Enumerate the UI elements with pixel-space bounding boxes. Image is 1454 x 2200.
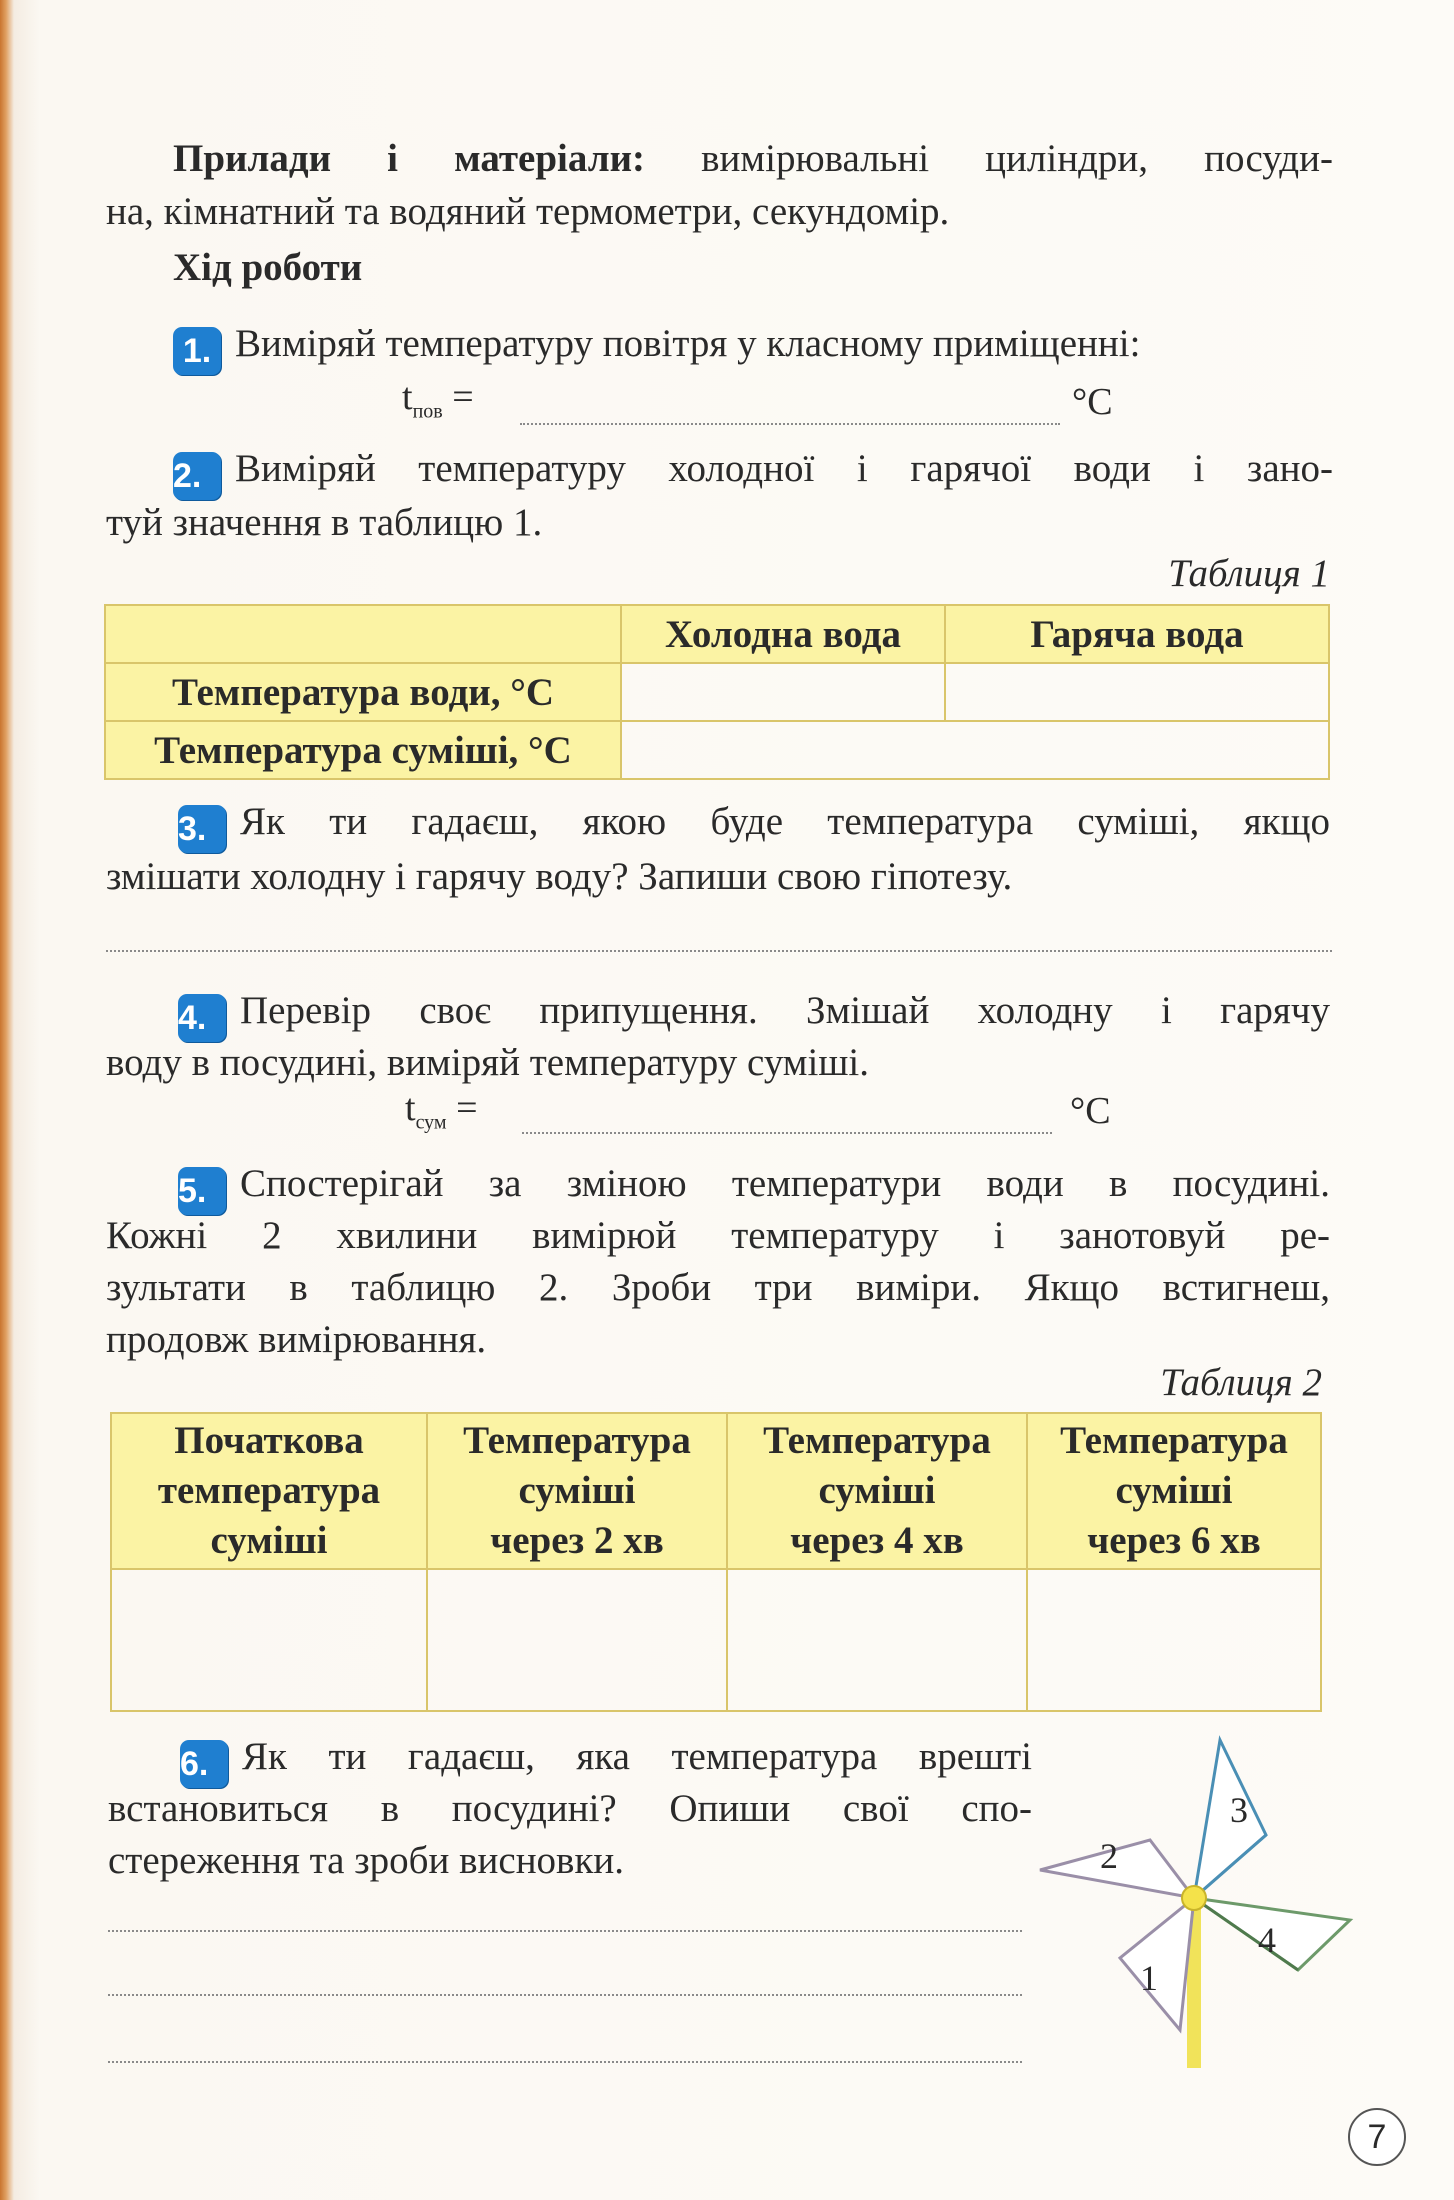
step-4-text-1: Перевір своє припущення. Змішай холодну і гарячу <box>240 989 1330 1032</box>
table-2-header-2min-3: через 2 хв <box>490 1519 664 1562</box>
step-4-badge: 4. <box>178 994 226 1042</box>
formula-mix-temp <box>405 1086 478 1135</box>
step-6-line-3: стереження та зроби висновки. <box>108 1839 625 1882</box>
step-4-line-1 <box>178 985 1330 1042</box>
table-2-header-6min-2: суміші <box>1115 1469 1233 1512</box>
table-1-row-mixture: Температура суміші, °С <box>105 721 621 779</box>
procedure-title: Хід роботи <box>173 246 363 289</box>
step-6-badge: 6. <box>180 1740 228 1788</box>
table-1-row-water: Температура води, °С <box>105 663 621 721</box>
table-2-header-6min-1: Температура <box>1060 1419 1288 1462</box>
formula-mix-unit: °С <box>1070 1090 1111 1132</box>
step-2-line-2: туй значення в таблицю 1. <box>106 501 543 544</box>
table-2-header-initial-1: Початкова <box>174 1419 364 1462</box>
step-2-line-1 <box>173 443 1333 500</box>
table-2-header-initial <box>111 1413 427 1569</box>
step-4-line-2: воду в посудині, виміряй температуру суміші. <box>106 1041 869 1084</box>
table-2-header-4min-3: через 4 хв <box>790 1519 964 1562</box>
table-1-cell-hot-water[interactable] <box>945 663 1329 721</box>
materials-text: вимірювальні циліндри, посуди- <box>701 137 1334 180</box>
step-3-badge: 3. <box>178 805 226 853</box>
table-2-header-6min-3: через 6 хв <box>1087 1519 1261 1562</box>
table-1-header-cold: Холодна вода <box>621 605 945 663</box>
table-1-corner <box>105 605 621 663</box>
pinwheel-label-1: 1 <box>1140 1958 1158 1998</box>
table-2-header-initial-3: суміші <box>210 1519 328 1562</box>
hypothesis-answer-line[interactable] <box>106 950 1332 952</box>
formula-air-symbol: t <box>402 376 413 418</box>
step-5-line-2: Кожні 2 хвилини вимірюй температуру і занотовуй ре- <box>106 1214 1330 1257</box>
materials-label: Прилади і матеріали: <box>173 137 646 180</box>
step-1-badge: 1. <box>173 327 221 375</box>
pinwheel-label-2: 2 <box>1100 1836 1118 1876</box>
page-number: 7 <box>1348 2108 1406 2166</box>
table-2-header-2min-2: суміші <box>518 1469 636 1512</box>
pinwheel-illustration <box>1030 1730 1360 2070</box>
mix-temp-answer-line[interactable] <box>522 1132 1052 1134</box>
table-2-cell-6min[interactable] <box>1027 1569 1321 1711</box>
table-1-caption: Таблиця 1 <box>1168 552 1330 595</box>
air-temp-answer-line[interactable] <box>520 423 1060 425</box>
table-1-cell-cold-water[interactable] <box>621 663 945 721</box>
table-2-header-4min <box>727 1413 1027 1569</box>
table-2-header-2min <box>427 1413 727 1569</box>
step-5-line-1 <box>178 1158 1330 1215</box>
table-1-cell-mixture[interactable] <box>621 721 1329 779</box>
table-2-header-4min-2: суміші <box>818 1469 936 1512</box>
step-5-text-1: Спостерігай за зміною температури води в посудині. <box>240 1162 1330 1205</box>
formula-air-temp <box>402 375 474 424</box>
table-2 <box>110 1412 1322 1712</box>
materials-line-1 <box>173 133 1333 185</box>
pinwheel-hub <box>1182 1886 1206 1910</box>
conclusion-answer-line-1[interactable] <box>108 1930 1022 1932</box>
formula-air-unit: °С <box>1072 381 1113 423</box>
table-2-header-initial-2: температура <box>157 1469 381 1512</box>
pinwheel-label-3: 3 <box>1230 1790 1248 1830</box>
materials-line-2: на, кімнатний та водяний термометри, секундомір. <box>106 190 950 233</box>
step-3-text-1: Як ти гадаєш, якою буде температура суміші, якщо <box>240 800 1330 843</box>
table-2-cell-initial[interactable] <box>111 1569 427 1711</box>
step-3-line-2: змішати холодну і гарячу воду? Запиши свою гіпотезу. <box>106 855 1013 898</box>
formula-mix-subscript: сум <box>415 1111 447 1134</box>
table-1-header-hot: Гаряча вода <box>945 605 1329 663</box>
table-2-header-4min-1: Температура <box>763 1419 991 1462</box>
formula-mix-symbol: t <box>405 1087 416 1129</box>
formula-mix-equals: = <box>456 1087 478 1129</box>
pinwheel-label-4: 4 <box>1258 1920 1276 1960</box>
table-2-header-6min <box>1027 1413 1321 1569</box>
table-1 <box>104 604 1330 780</box>
step-2-text-1: Виміряй температуру холодної і гарячої води і зано- <box>235 447 1333 490</box>
step-5-line-4: продовж вимірювання. <box>106 1318 487 1361</box>
step-2-badge: 2. <box>173 452 221 500</box>
formula-air-subscript: пов <box>412 400 443 423</box>
table-2-header-2min-1: Температура <box>463 1419 691 1462</box>
step-6-line-1 <box>180 1731 1032 1788</box>
table-2-cell-4min[interactable] <box>727 1569 1027 1711</box>
step-1 <box>173 318 1140 375</box>
conclusion-answer-line-2[interactable] <box>108 1994 1022 1996</box>
step-5-line-3: зультати в таблицю 2. Зроби три виміри. Якщо встигнеш, <box>106 1266 1330 1309</box>
formula-air-equals: = <box>452 376 474 418</box>
step-3-line-1 <box>178 796 1330 853</box>
step-6-line-2: встановиться в посудині? Опиши свої спо- <box>108 1787 1032 1830</box>
step-5-badge: 5. <box>178 1167 226 1215</box>
table-2-cell-2min[interactable] <box>427 1569 727 1711</box>
step-6-text-1: Як ти гадаєш, яка температура врешті <box>242 1735 1032 1778</box>
step-1-text: Виміряй температуру повітря у класному приміщенні: <box>235 322 1141 365</box>
table-2-caption: Таблиця 2 <box>1160 1361 1322 1404</box>
conclusion-answer-line-3[interactable] <box>108 2061 1022 2063</box>
